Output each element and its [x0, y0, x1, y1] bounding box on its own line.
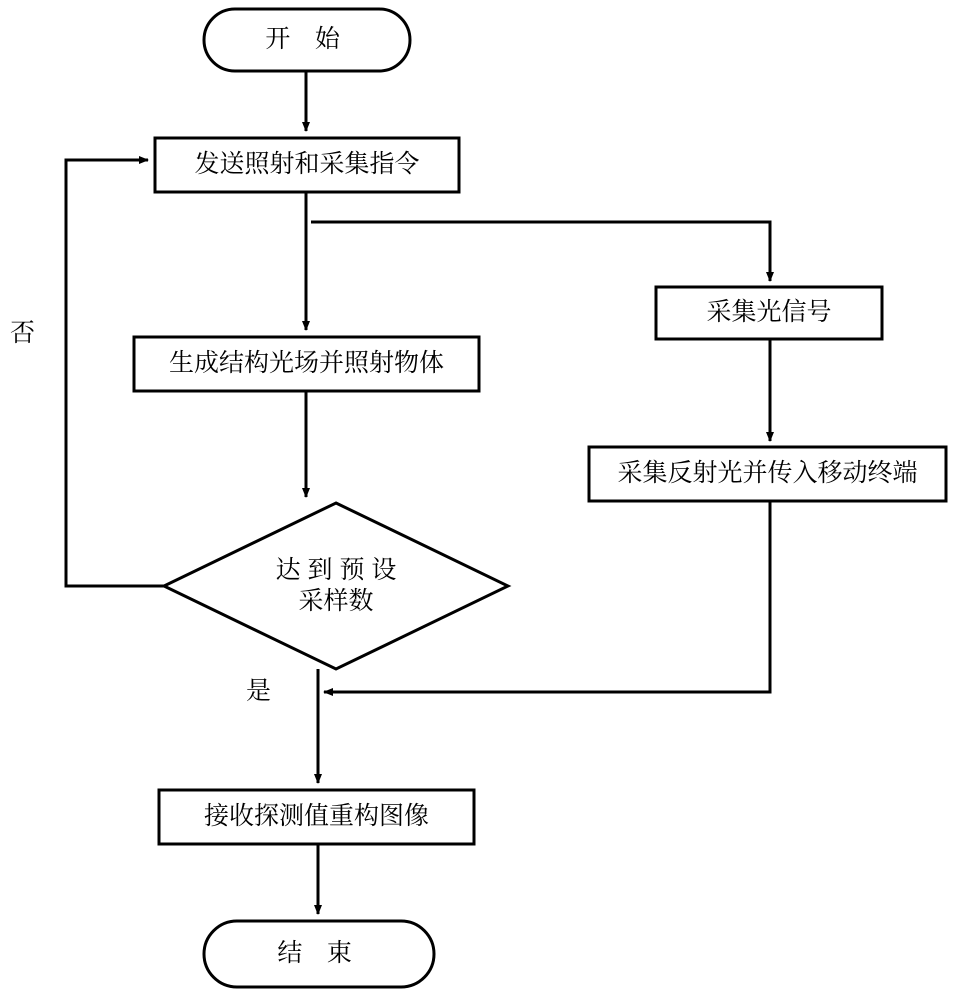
edge-label-no: 否	[10, 319, 36, 347]
node-end-shape	[204, 921, 434, 987]
node-decision-label: 达 到 预 设 采样数	[275, 555, 397, 615]
node-start-label: 开 始	[265, 25, 349, 54]
node-collect-shape	[656, 287, 882, 339]
node-start-shape	[204, 9, 410, 71]
node-reconstruct-shape	[159, 790, 474, 844]
node-reflect-shape	[589, 447, 946, 501]
edge-label-yes: 是	[246, 677, 272, 705]
node-reconstruct-label: 接收探测值重构图像	[203, 802, 429, 831]
node-decision-shape	[164, 503, 508, 669]
node-reflect-label: 采集反射光并传入移动终端	[617, 459, 918, 488]
node-end-label: 结 束	[277, 939, 361, 968]
node-gen-field-label: 生成结构光场并照射物体	[168, 349, 444, 378]
node-send-cmd-shape	[155, 138, 459, 192]
node-send-cmd-label: 发送照射和采集指令	[194, 150, 420, 179]
node-collect-label: 采集光信号	[706, 298, 832, 327]
node-gen-field-shape	[134, 337, 479, 391]
edge-send-cmd-to-collect	[311, 222, 770, 281]
